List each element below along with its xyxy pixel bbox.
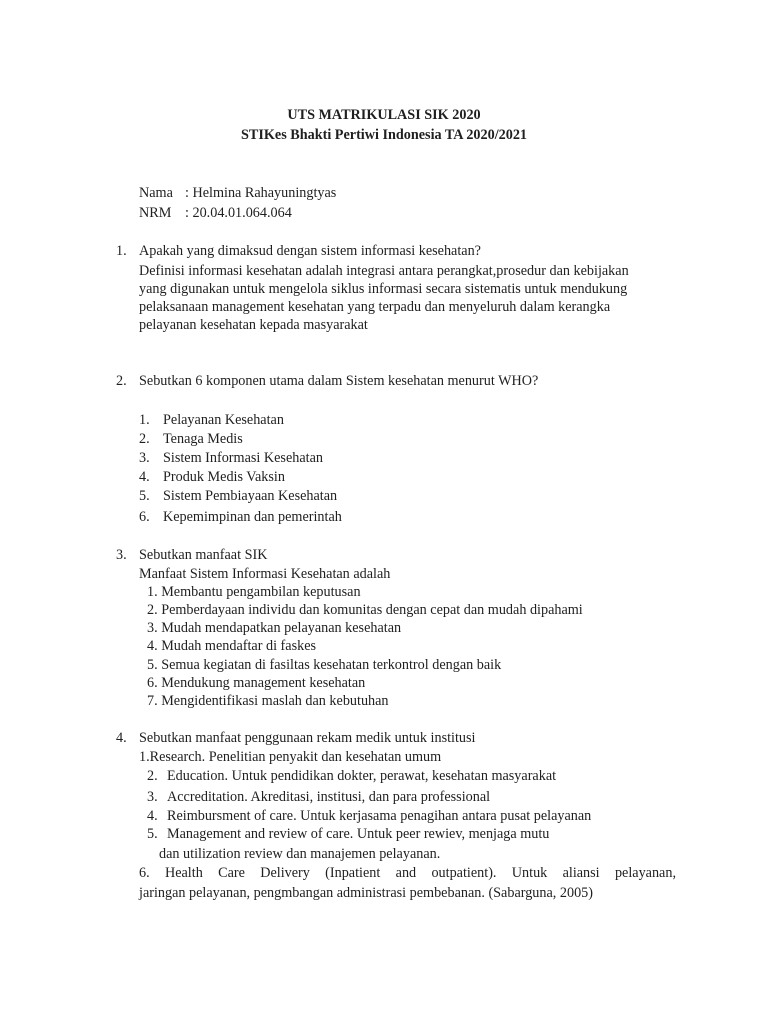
q2-item-text: Pelayanan Kesehatan xyxy=(163,412,284,428)
page-subtitle: STIKes Bhakti Pertiwi Indonesia TA 2020/2021 xyxy=(240,127,528,143)
q4-item-number: 2. xyxy=(147,768,158,784)
q2-item-number: 1. xyxy=(139,412,150,428)
nrm-row xyxy=(139,204,292,222)
q3-item: 4. Mudah mendaftar di faskes xyxy=(147,638,317,654)
q2-item-number: 3. xyxy=(139,450,150,466)
q3-item: 1. Membantu pengambilan keputusan xyxy=(147,584,361,600)
nama-value: : Helmina Rahayuningtyas xyxy=(185,185,337,201)
q3-item: 2. Pemberdayaan individu dan komunitas dengan cepat dan mudah dipahami xyxy=(147,602,583,618)
q2-question: Sebutkan 6 komponen utama dalam Sistem kesehatan menurut WHO? xyxy=(139,373,539,389)
q2-number: 2. xyxy=(116,373,127,389)
q1-answer-line: Definisi informasi kesehatan adalah integrasi antara perangkat,prosedur dan kebijakan xyxy=(139,263,629,279)
q4-item-6-continuation: jaringan pelayanan, pengmbangan administrasi pembebanan. (Sabarguna, 2005) xyxy=(139,885,593,901)
q4-item-number: 4. xyxy=(147,808,158,824)
nrm-value: : 20.04.01.064.064 xyxy=(185,205,292,221)
q1-answer-line: pelayanan kesehatan kepada masyarakat xyxy=(139,317,368,333)
q4-number: 4. xyxy=(116,730,127,746)
q1-answer-line: yang digunakan untuk mengelola siklus informasi secara sistematis untuk mendukung xyxy=(139,281,628,297)
q2-item-text: Produk Medis Vaksin xyxy=(163,469,285,485)
q3-question: Sebutkan manfaat SIK xyxy=(139,547,268,563)
q4-item: 1.Research. Penelitian penyakit dan kesehatan umum xyxy=(139,749,442,765)
nama-label: Nama xyxy=(139,185,173,201)
q2-item-text: Sistem Informasi Kesehatan xyxy=(163,450,323,466)
q2-item-number: 4. xyxy=(139,469,150,485)
q4-question: Sebutkan manfaat penggunaan rekam medik untuk institusi xyxy=(139,730,476,746)
q1-answer-line: pelaksanaan management kesehatan yang terpadu dan menyeluruh dalam kerangka xyxy=(139,299,611,315)
nama-row xyxy=(139,184,336,202)
q3-number: 3. xyxy=(116,547,127,563)
q3-intro: Manfaat Sistem Informasi Kesehatan adalah xyxy=(139,566,391,582)
q4-item-text: Accreditation. Akreditasi, institusi, dan para professional xyxy=(167,789,491,805)
q2-item-number: 6. xyxy=(139,509,150,525)
q1-question: Apakah yang dimaksud dengan sistem informasi kesehatan? xyxy=(139,243,481,259)
q2-item-text: Kepemimpinan dan pemerintah xyxy=(163,509,342,525)
q1-number: 1. xyxy=(116,243,127,259)
q4-item-6: 6. Health Care Delivery (Inpatient and outpatient). Untuk aliansi pelayanan, xyxy=(139,865,676,881)
q4-item-text: Education. Untuk pendidikan dokter, perawat, kesehatan masyarakat xyxy=(167,768,557,784)
q3-item: 3. Mudah mendapatkan pelayanan kesehatan xyxy=(147,620,402,636)
q2-item-text: Tenaga Medis xyxy=(163,431,243,447)
q3-item: 7. Mengidentifikasi maslah dan kebutuhan xyxy=(147,693,389,709)
q4-item-number: 3. xyxy=(147,789,158,805)
nrm-label: NRM xyxy=(139,205,172,221)
q2-item-number: 5. xyxy=(139,488,150,504)
page-title: UTS MATRIKULASI SIK 2020 xyxy=(287,107,481,123)
q4-item-continuation: dan utilization review dan manajemen pelayanan. xyxy=(159,846,441,862)
q4-item-text: Reimbursment of care. Untuk kerjasama penagihan antara pusat pelayanan xyxy=(167,808,592,824)
q2-item-number: 2. xyxy=(139,431,150,447)
q4-item-text: Management and review of care. Untuk peer rewiev, menjaga mutu xyxy=(167,826,550,842)
q4-item-number: 5. xyxy=(147,826,158,842)
q3-item: 6. Mendukung management kesehatan xyxy=(147,675,366,691)
q3-item: 5. Semua kegiatan di fasiltas kesehatan terkontrol dengan baik xyxy=(147,657,502,673)
q2-item-text: Sistem Pembiayaan Kesehatan xyxy=(163,488,338,504)
